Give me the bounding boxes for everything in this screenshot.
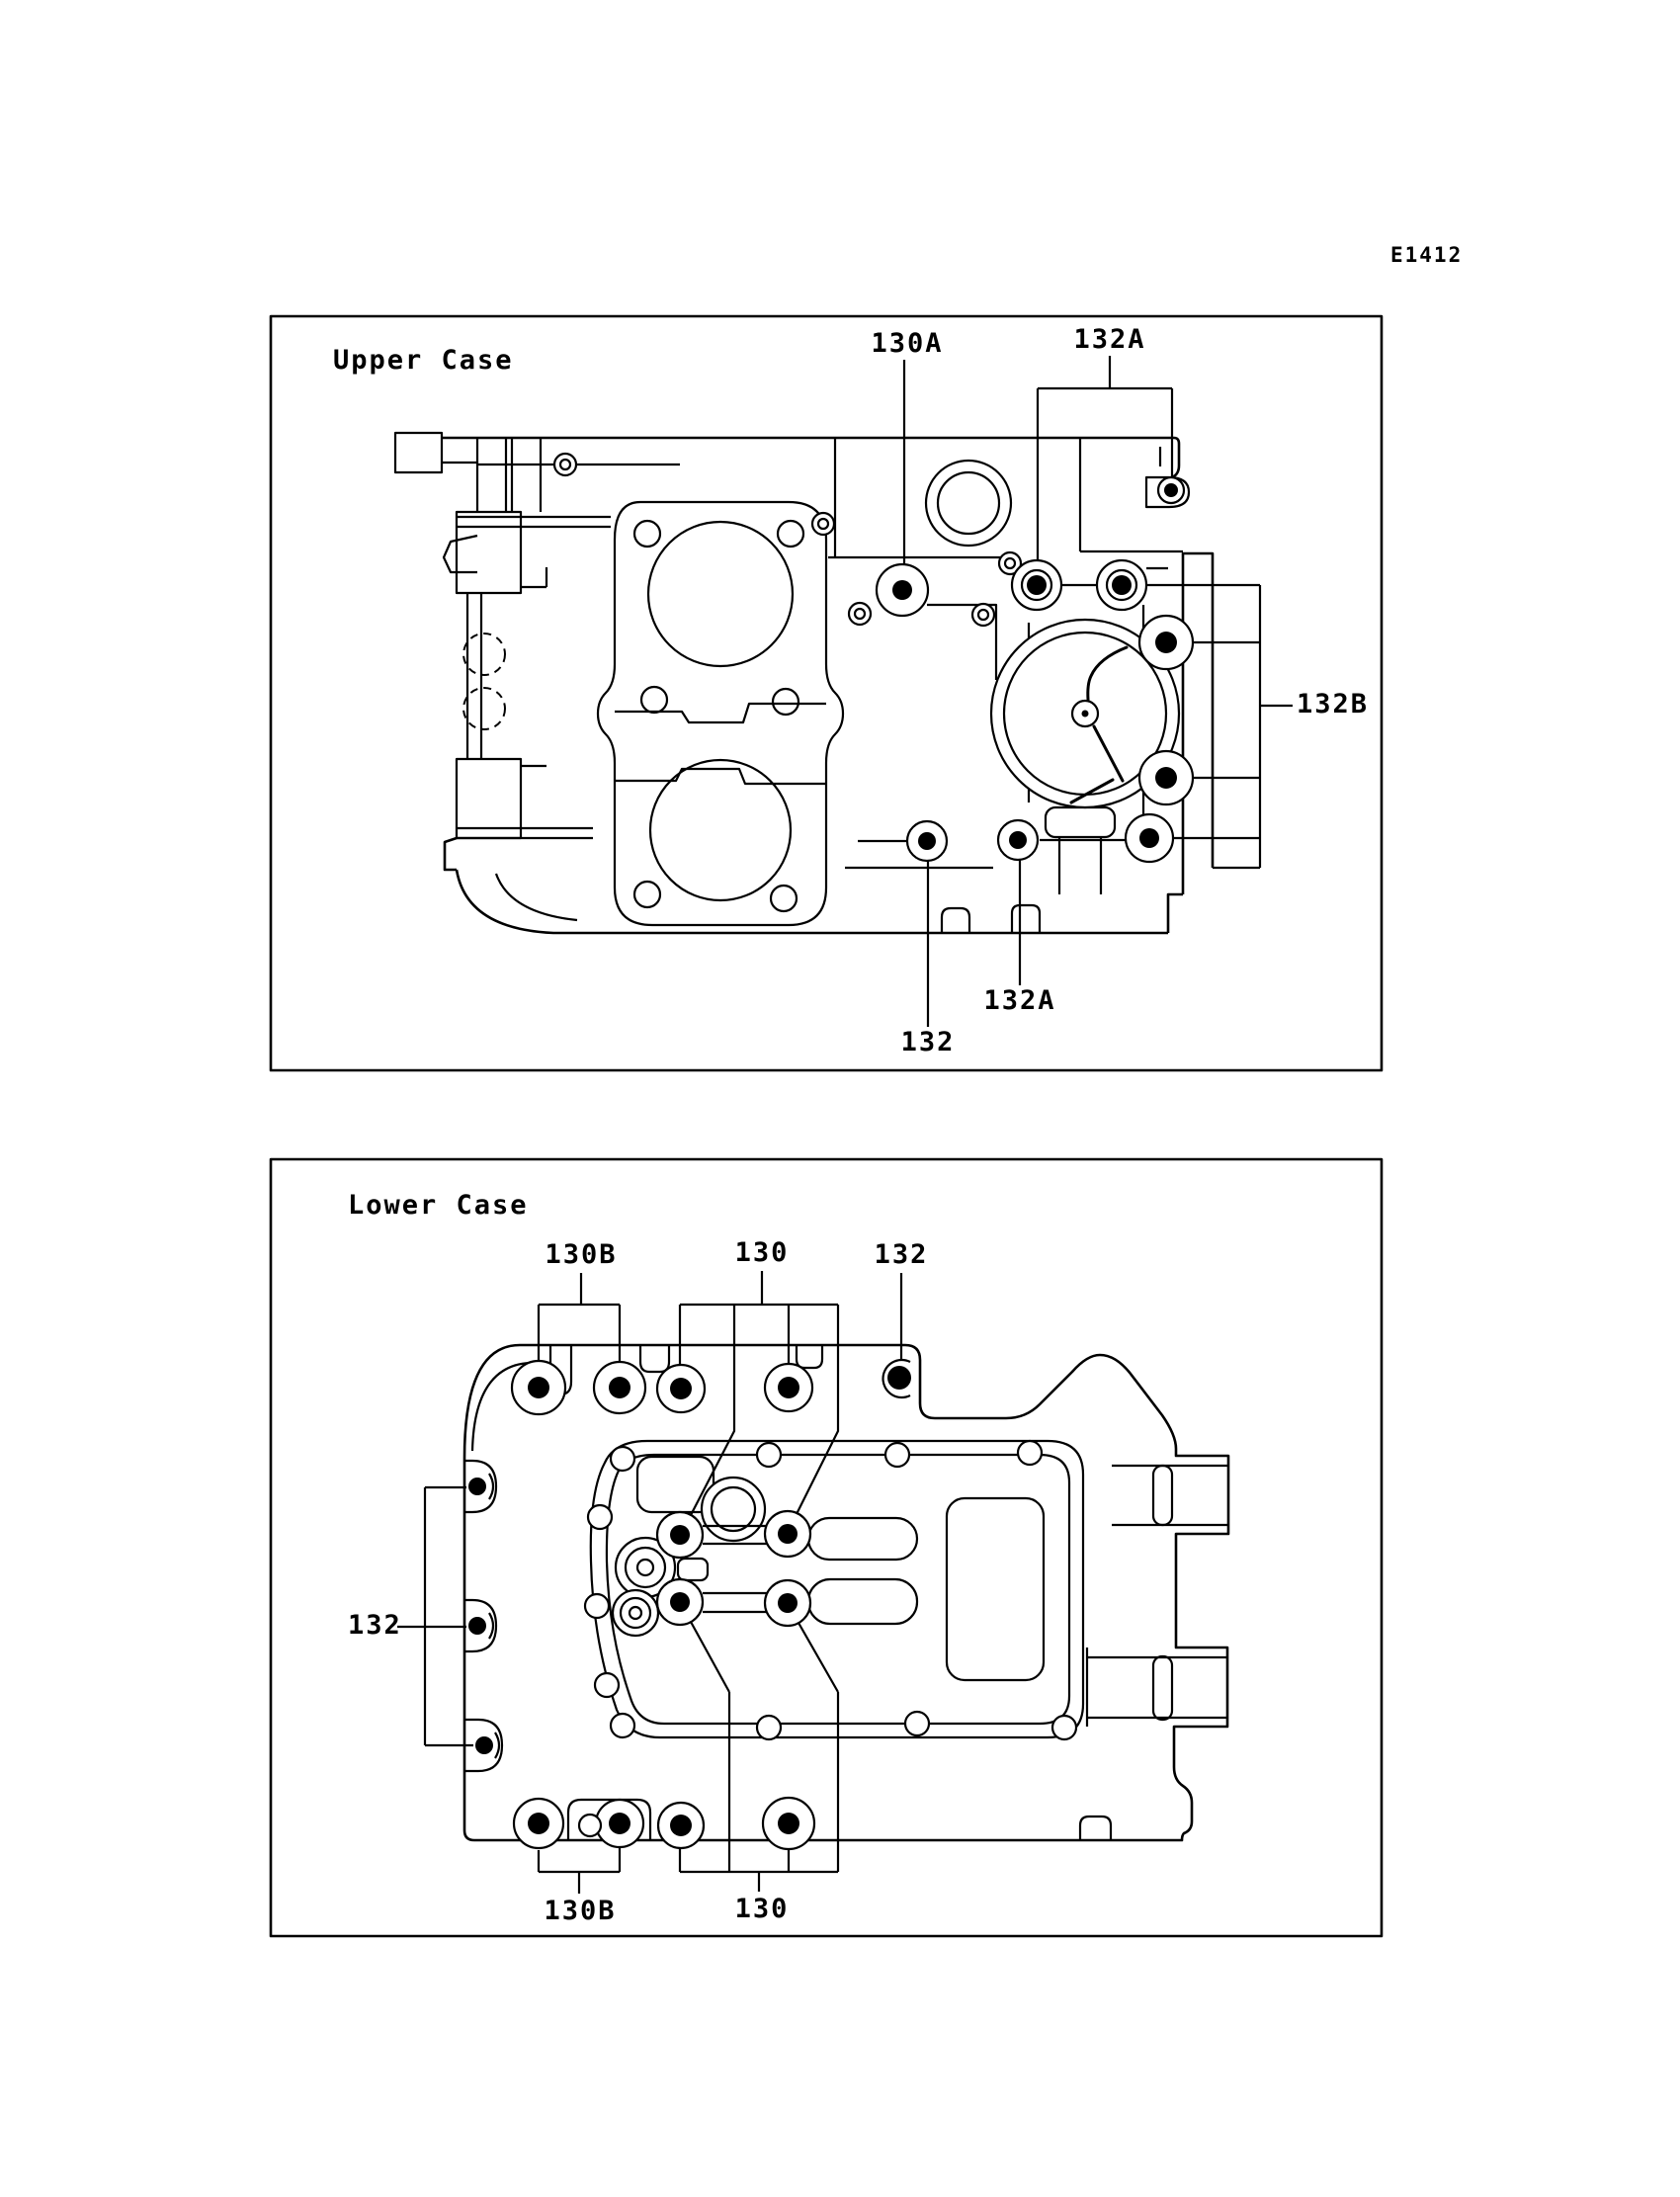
callout-132a-bottom: 132A xyxy=(983,985,1056,1016)
oil-opening xyxy=(926,461,1011,546)
page-code: E1412 xyxy=(1390,243,1464,267)
upper-panel-title: Upper Case xyxy=(333,345,514,376)
lower-panel-border xyxy=(271,1159,1382,1936)
small-dowel-rings xyxy=(554,454,1021,626)
lower-panel-title: Lower Case xyxy=(348,1190,529,1221)
callout-132-left: 132 xyxy=(348,1610,402,1641)
upper-case-drawing xyxy=(271,316,1382,1070)
callout-130-top: 130 xyxy=(734,1237,790,1268)
callout-130b-bottom: 130B xyxy=(544,1896,617,1926)
callout-130a: 130A xyxy=(871,328,944,359)
callout-132a-top: 132A xyxy=(1073,324,1146,355)
upper-panel-border xyxy=(271,316,1382,1070)
callout-130b-top: 130B xyxy=(545,1239,618,1270)
callout-132-upper-bottom: 132 xyxy=(900,1027,956,1057)
lower-bolt-markers xyxy=(468,1361,911,1849)
cylinder-gasket xyxy=(598,502,843,925)
cylinder-bore-1 xyxy=(648,522,793,666)
callout-132-lower-top: 132 xyxy=(874,1239,929,1270)
lower-case-outline xyxy=(464,1345,1228,1840)
lower-case-drawing xyxy=(271,1159,1382,1936)
callout-130-bottom: 130 xyxy=(734,1894,790,1924)
cylinder-bore-2 xyxy=(650,760,791,900)
callout-132b: 132B xyxy=(1297,689,1370,719)
